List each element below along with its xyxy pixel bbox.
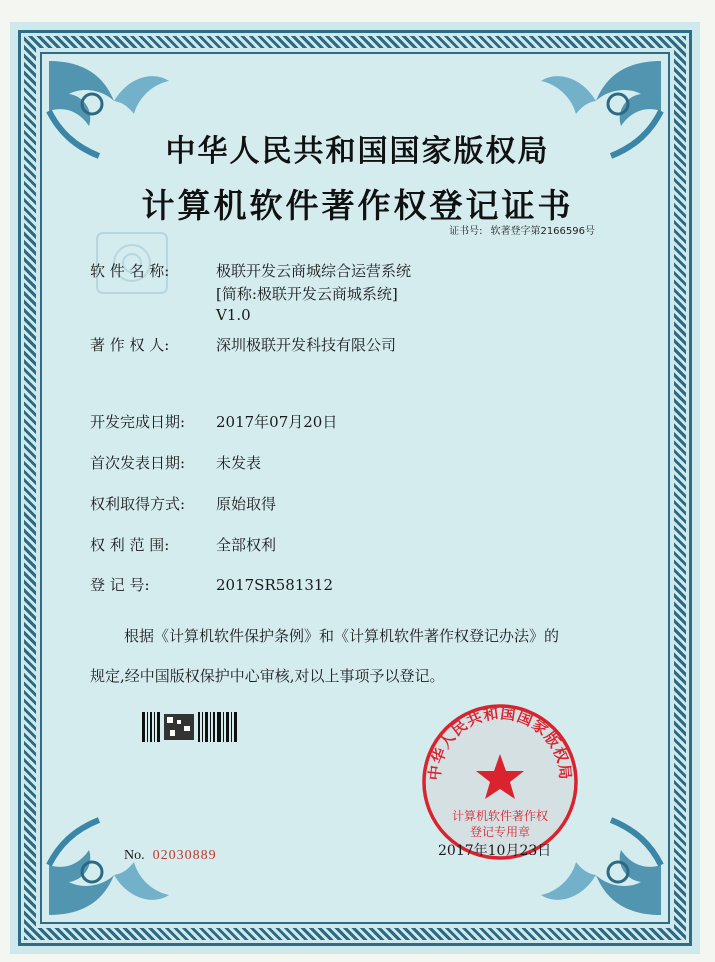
field-value: 未发表 (216, 454, 262, 472)
field-value: 原始取得 (216, 495, 277, 513)
field-owner (90, 334, 396, 355)
field-label: 权利取得方式: (90, 495, 186, 513)
serial-number (124, 848, 217, 864)
serial-number-label: No. (124, 848, 145, 863)
field-value: 极联开发云商城综合运营系统 (216, 262, 412, 280)
field-software-short-name: [简称:极联开发云商城系统] (216, 285, 398, 303)
field-registration-number (90, 574, 333, 595)
field-first-publish-date (90, 452, 261, 473)
field-label: 权 利 范 围: (90, 536, 170, 554)
field-software-version: V1.0 (216, 306, 251, 324)
field-label: 著 作 权 人: (90, 336, 170, 354)
field-rights-scope (90, 534, 276, 555)
field-label: 开发完成日期: (90, 413, 186, 431)
body-text-line-2: 规定,经中国版权保护中心审核,对以上事项予以登记。 (90, 667, 445, 685)
certificate-number-value: 软著登字第2166596号 (490, 226, 595, 237)
body-text-line-1: 根据《计算机软件保护条例》和《计算机软件著作权登记办法》的 (124, 627, 560, 645)
field-label: 软 件 名 称: (90, 262, 170, 280)
issue-date: 2017年10月23日 (438, 843, 552, 859)
field-acquire-method (90, 493, 276, 514)
field-software-name (90, 260, 411, 281)
field-completion-date (90, 411, 337, 432)
field-value: 2017SR581312 (216, 576, 334, 594)
certificate-number (449, 222, 595, 237)
issuer-title: 中华人民共和国国家版权局 (165, 134, 550, 169)
field-label: 首次发表日期: (90, 454, 186, 472)
seal-line-2: 登记专用章 (469, 825, 531, 839)
certificate-title: 计算机软件著作权登记证书 (141, 186, 574, 225)
barcode-icon (142, 712, 242, 742)
serial-number-value: 02030889 (152, 848, 217, 863)
field-value: 深圳极联开发科技有限公司 (216, 336, 397, 354)
official-seal-icon (420, 702, 580, 862)
field-value: 全部权利 (216, 536, 277, 554)
seal-line-1: 计算机软件著作权 (451, 809, 549, 823)
certificate-number-label: 证书号: (449, 226, 483, 237)
seal-ring-text: 中华人民共和国国家版权局 (425, 704, 575, 782)
field-label: 登 记 号: (90, 576, 150, 594)
corner-ornament-icon (44, 810, 174, 920)
field-value: 2017年07月20日 (216, 413, 338, 431)
